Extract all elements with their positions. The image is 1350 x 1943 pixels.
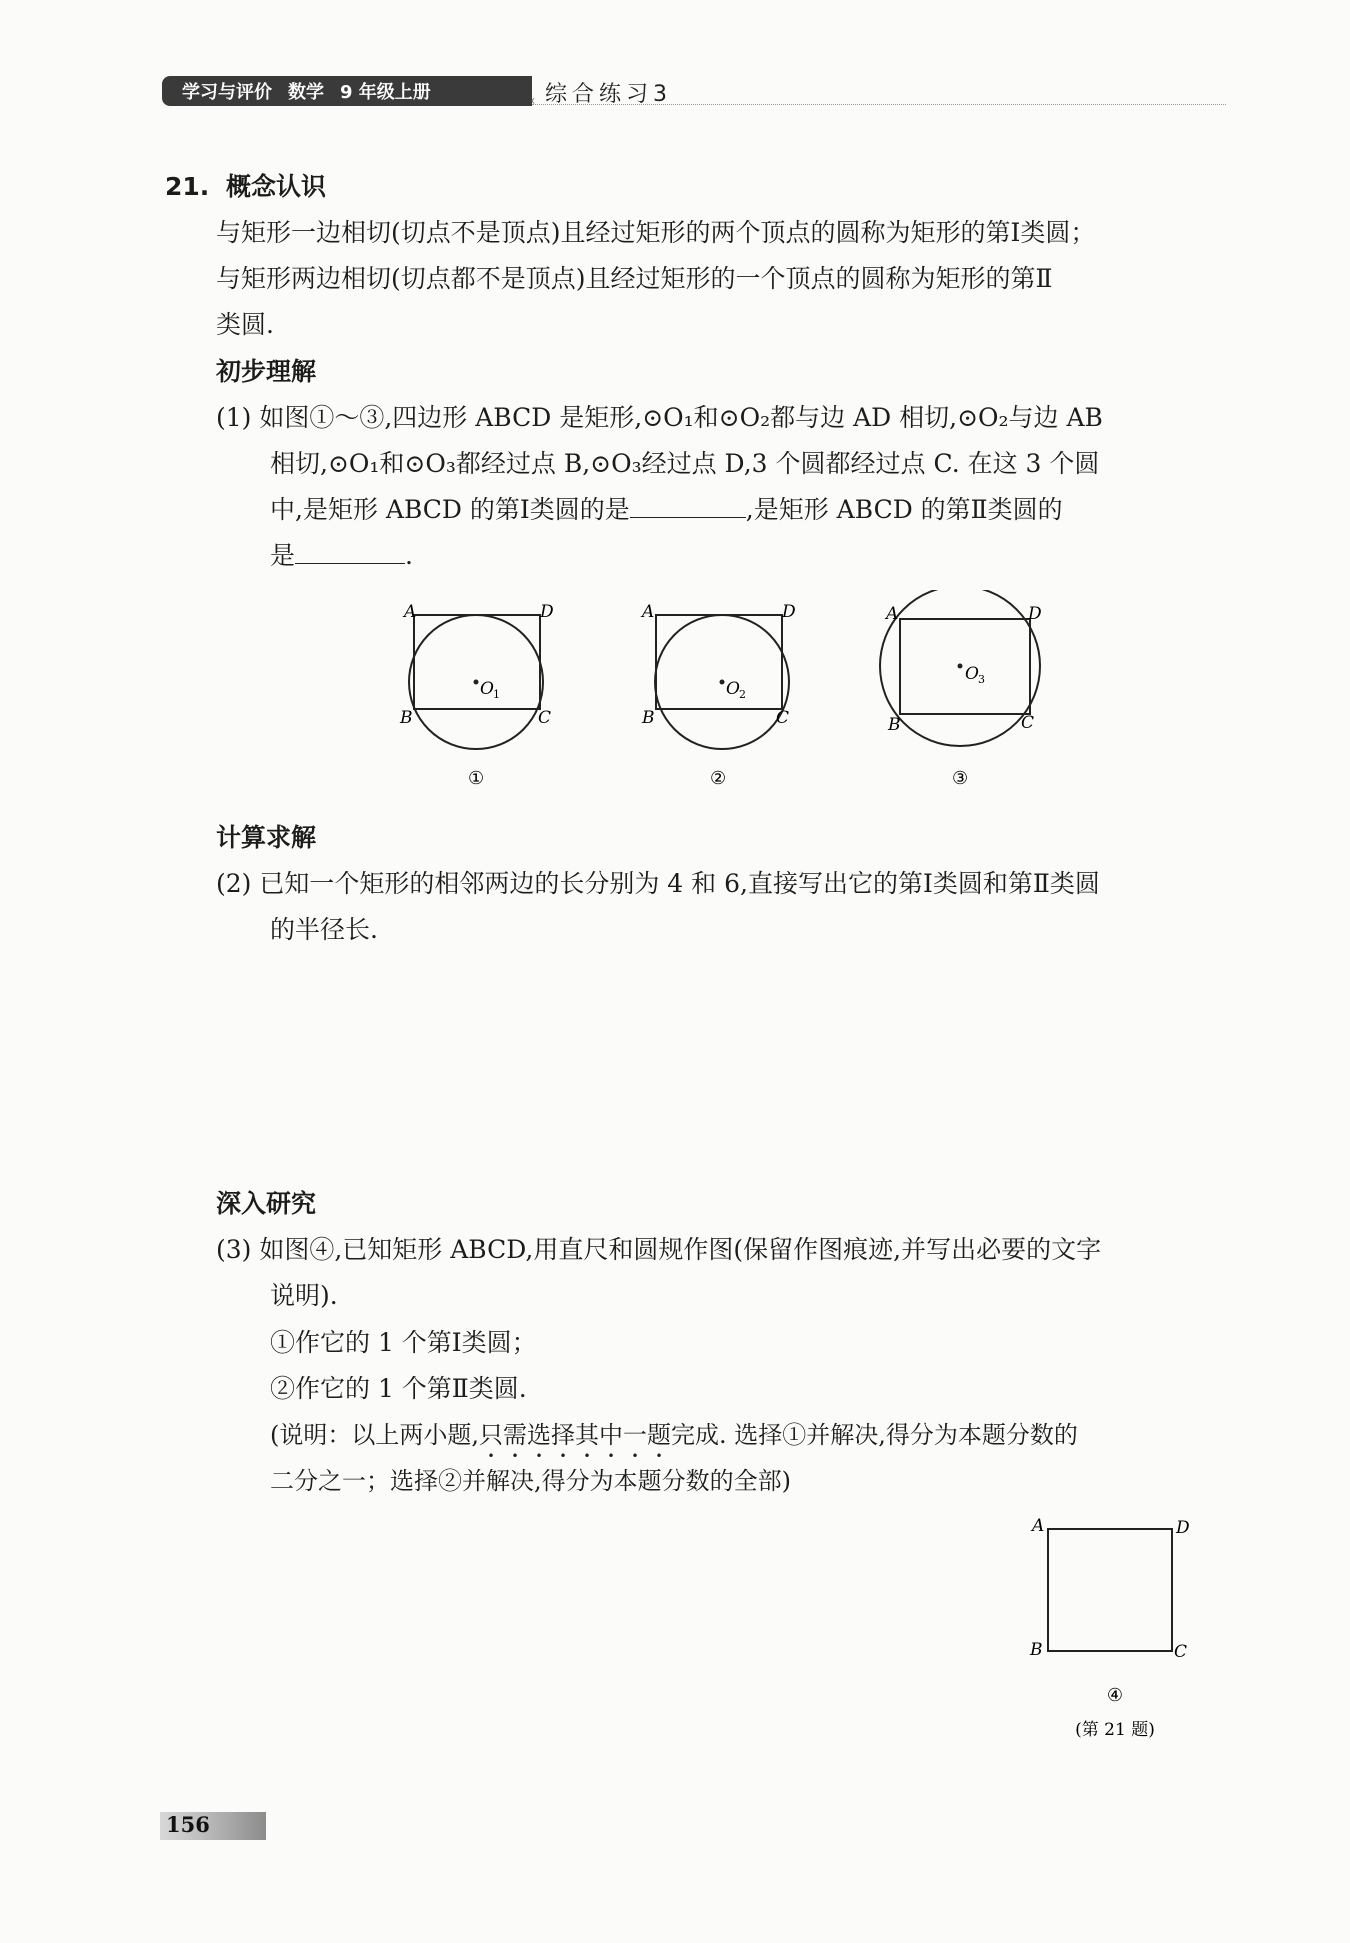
answer-blank-1[interactable] <box>630 491 746 518</box>
fig2-label-a: A <box>642 602 655 622</box>
fig1-label-d: D <box>540 602 554 622</box>
fig1-label-b: B <box>400 708 413 728</box>
header-divider <box>532 104 1226 105</box>
fig1-label-c: C <box>538 708 552 728</box>
fig3-label-d: D <box>1028 604 1042 624</box>
fig2-caption: ② <box>710 768 727 789</box>
fig4-label-d: D <box>1176 1518 1190 1538</box>
fig2-label-d: D <box>782 602 796 622</box>
part1-line-2: 相切,⊙O₁和⊙O₃都经过点 B,⊙O₃经过点 D,3 个圆都经过点 C. 在这 3 个圆 <box>270 449 1100 478</box>
answer-blank-2[interactable] <box>295 537 405 564</box>
fig3-label-a: A <box>886 604 899 624</box>
problem-heading <box>165 164 326 210</box>
fig3-label-b: B <box>888 715 901 735</box>
figures-1-3 <box>380 590 1100 800</box>
fig3-center-sub: 3 <box>978 673 985 686</box>
part2-heading: 计算求解 <box>216 823 317 852</box>
figure-2 <box>640 602 796 789</box>
figure-3 <box>880 590 1042 789</box>
part1-line-4: 是 . <box>270 533 413 579</box>
book-title: 学习与评价 <box>182 82 272 103</box>
fig2-center-o: O <box>726 679 740 699</box>
fig2-label-c: C <box>776 708 790 728</box>
part3-task-1: ①作它的 1 个第Ⅰ类圆； <box>270 1328 537 1357</box>
part3-line-2: 说明). <box>270 1281 338 1310</box>
figure-4 <box>1020 1505 1240 1745</box>
fig4-label-b: B <box>1030 1640 1043 1660</box>
part3-note-line-2: 二分之一；选择②并解决,得分为本题分数的全部) <box>270 1467 791 1495</box>
definition-line-1: 与矩形一边相切(切点不是顶点)且经过矩形的两个顶点的圆称为矩形的第Ⅰ类圆； <box>216 218 1096 247</box>
problem-number: 21. <box>165 172 210 201</box>
fig1-caption: ① <box>468 768 485 789</box>
fig2-label-b: B <box>642 708 655 728</box>
figure-1 <box>399 602 554 789</box>
fig4-label-c: C <box>1174 1642 1188 1662</box>
subject-label: 数学 <box>288 82 324 103</box>
emphasized-text: 只需选择其中一题 <box>479 1421 671 1449</box>
fig3-label-c: C <box>1021 713 1035 733</box>
section-title: 综合练习3 <box>545 82 672 107</box>
fig3-center-o: O <box>965 664 979 684</box>
part2-line-1: (2) 已知一个矩形的相邻两边的长分别为 4 和 6,直接写出它的第Ⅰ类圆和第Ⅱ类圆 <box>216 869 1100 898</box>
problem-source-label: (第 21 题) <box>1075 1720 1155 1740</box>
fig1-center-sub: 1 <box>493 688 500 701</box>
problem-title: 概念认识 <box>226 172 327 201</box>
part3-line-1: (3) 如图④,已知矩形 ABCD,用直尺和圆规作图(保留作图痕迹,并写出必要的文字 <box>216 1235 1102 1264</box>
part1-line-1: (1) 如图①～③,四边形 ABCD 是矩形,⊙O₁和⊙O₂都与边 AD 相切,⊙O₂与边 AB <box>216 403 1103 432</box>
definition-line-3: 类圆. <box>216 310 274 339</box>
part3-note-line-1: (说明：以上两小题,只需选择其中一题完成. 选择①并解决,得分为本题分数的 <box>270 1421 1078 1449</box>
part3-heading: 深入研究 <box>216 1189 317 1218</box>
fig4-label-a: A <box>1032 1516 1045 1536</box>
part2-line-2: 的半径长. <box>270 915 378 944</box>
chevron-left-icon: ‹ <box>530 93 536 109</box>
fig4-caption: ④ <box>1106 1685 1124 1706</box>
fig3-caption: ③ <box>952 768 969 789</box>
grade-label: 9 年级上册 <box>340 82 431 103</box>
header-badge <box>162 76 532 106</box>
part3-task-2: ②作它的 1 个第Ⅱ类圆. <box>270 1374 527 1403</box>
part1-heading: 初步理解 <box>216 357 317 386</box>
part1-line-3: 中,是矩形 ABCD 的第Ⅰ类圆的是 ,是矩形 ABCD 的第Ⅱ类圆的 <box>270 487 1063 533</box>
fig2-center-sub: 2 <box>739 688 746 701</box>
definition-line-2: 与矩形两边相切(切点都不是顶点)且经过矩形的一个顶点的圆称为矩形的第Ⅱ <box>216 264 1053 293</box>
fig1-center-o: O <box>480 679 494 699</box>
fig1-label-a: A <box>404 602 417 622</box>
page-number-badge <box>160 1812 266 1840</box>
page-number: 156 <box>166 1812 210 1837</box>
